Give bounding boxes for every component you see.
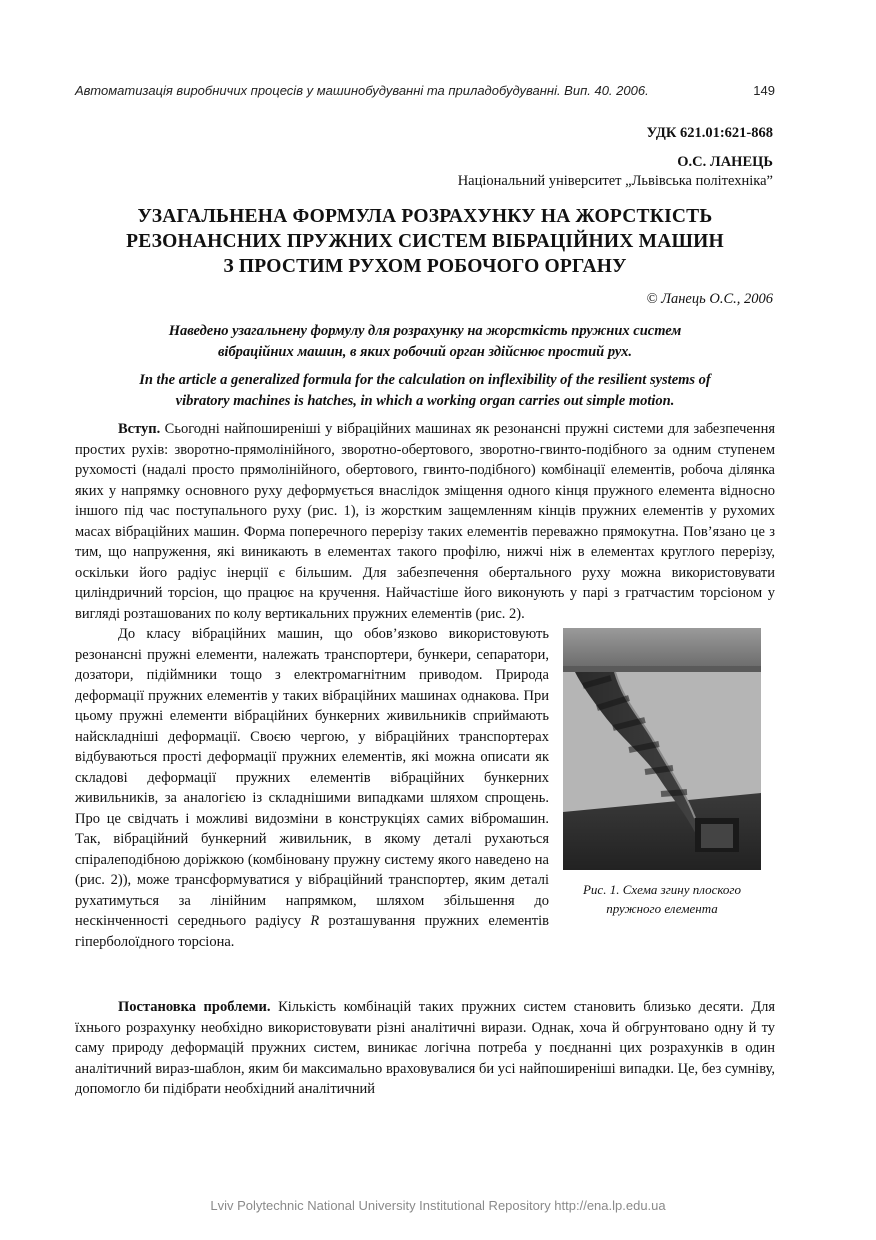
title-line: РЕЗОНАНСНИХ ПРУЖНИХ СИСТЕМ ВІБРАЦІЙНИХ МАШИН [126,231,724,252]
intro-text-2: До класу вібраційних машин, що обов’язково використовують резонансні пружні елементи, належать транспортери, бункери, сепаратори, дозатори, підіймники тощо з електромагнітним приводом. Природа деформації пружних елементів у таких вібраційних машинах однакова. При цьому пружні елементи вібраційних бункерних живильників сприймають найскладніші деформації. Своєю чергою, у вібраційних транспортерах відбуваються прості деформації пружних елементів, які можна описати як складові деформації пружних елементів вібраційних бункерних живильників, за аналогією із складнішими випадками шляхом спрощень. Про це свідчать і можливі видозміни в конструкціях самих вібромашин. Так, вібраційний бункерний живильник, в якому деталі рухаються спіралеподібною доріжкою (комбіновану пружну систему якого наведено на (рис. 2)), може трансформуватися у вібраційний транспортер, яким деталі рухатимуться за лінійним напрямком, шляхом збільшення до нескінченності середнього радіусу [75,626,549,929]
caption-line: Рис. 1. Схема згину плоского [582,882,741,897]
udk-code: УДК 621.01:621-868 [646,125,773,141]
copyright-notice: © Ланець О.С., 2006 [646,291,773,307]
figure-1-caption [563,880,761,918]
title-line: З ПРОСТИМ РУХОМ РОБОЧОГО ОРГАНУ [223,256,627,277]
page-number: 149 [753,83,775,98]
author-name: О.С. ЛАНЕЦЬ [677,154,773,170]
abstract-line: In the article a generalized formula for the calculation on inflexibility of the resilient systems of [139,372,711,388]
caption-line: пружного елемента [606,901,718,916]
spring-element-image [563,628,761,870]
intro-text-3: розташування пружних елементів гіперболоїдного торсіона. [75,913,550,950]
abstract-line: вібраційних машин, в яких робочий орган здійснює простий рух. [217,344,633,360]
paper-title [75,204,775,279]
abstract-line: Наведено узагальнену формулу для розрахунку на жорсткість пружних систем [168,323,682,339]
title-line: УЗАГАЛЬНЕНА ФОРМУЛА РОЗРАХУНКУ НА ЖОРСТКІСТЬ [137,206,713,227]
abstract-line: vibratory machines is hatches, in which a working organ carries out simple motion. [175,393,675,409]
running-title: Автоматизація виробничих процесів у машинобудуванні та приладобудуванні. Вип. 40. 2006. [75,83,649,98]
problem-text: Кількість комбінацій таких пружних систем становить близько десяти. Для їхнього розрахунку необхідно використовувати різні аналітичні вирази. Однак, хоча й обгрунтовано одну й ту саму природу деформацій пружних систем, виникає логічна потреба у поєднанні цих розрахунків в один аналітичний вираз-шаблон, яким би максимально враховувалися би усі найпоширеніші випадки. Це, без сумніву, допомогло би підібрати необхідний аналітичний [75,999,776,1097]
repository-footer: Lviv Polytechnic National University Institutional Repository http://ena.lp.edu.ua [210,1198,666,1213]
intro-heading: Вступ. [118,421,161,437]
abstract-english [75,370,775,412]
problem-section [75,997,775,1100]
radius-symbol: R [310,913,320,929]
problem-heading: Постановка проблеми. [118,999,271,1015]
figure-1 [563,628,775,918]
problem-paragraph [75,997,775,1100]
author-affiliation: Національний університет „Львівська політехніка” [457,173,773,189]
intro-text-1: Сьогодні найпоширеніші у вібраційних машинах як резонансні пружні системи для забезпечення простих рухів: зворотно-прямолінійного, зворотно-обертового, зворотно-гвинто-подібного за одним ступенем рухомості (надалі просто прямолінійного, обертового, гвинто-подібного) комбінації елементів, робоча ділянка яких у напрямку основного руху деформується внаслідок зміщення одного кінця пружного елемента відносно іншого під час поступального руху (рис. 1), із жорстким защемленням кінців пружних елементів у рухомих масах вібраційних машин. Форма поперечного перерізу таких елементів переважно прямокутна. Пов’язано це з тим, що напруження, які виникають в елементах такого профілю, нижчі ніж в елементах круглого перерізу, оскільки його радіус інерції є більшим. Для забезпечення обертального руху можна використовувати циліндричний торсіон, що працює на кручення. Найчастіше його виконують у парі з гратчастим торсіоном у вигляді розташованих по колу вертикальних пружних елементів (рис. 2). [75,421,775,622]
intro-paragraph-1 [75,419,775,624]
running-header [75,83,775,98]
introduction-section [75,419,775,952]
abstract-ukrainian [75,321,775,363]
